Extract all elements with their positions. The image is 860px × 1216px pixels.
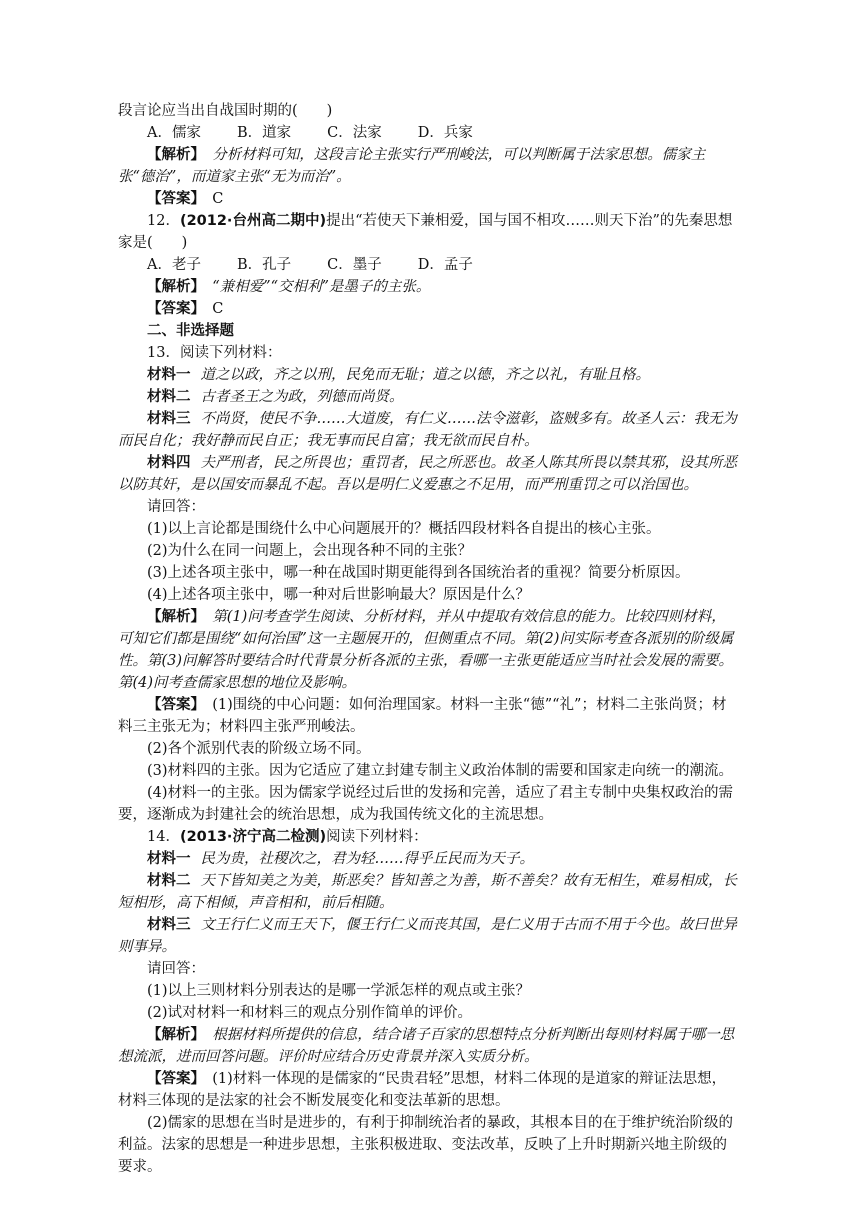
q14-question-1: (1)以上三则材料分别表达的是哪一学派怎样的观点或主张？ [147, 983, 531, 999]
q14-material-1 [118, 848, 738, 870]
q14-answer-label: 【答案】 [147, 1071, 198, 1087]
q13-material-2 [118, 386, 738, 408]
q14-stem-text: 阅读下列材料： [326, 829, 428, 845]
q13-answer-2: (2)各个派别代表的阶级立场不同。 [147, 741, 371, 757]
q11-answer-text: C [212, 191, 224, 207]
q14-analysis-label: 【解析】 [147, 1027, 198, 1043]
q14-answer-1-text: (1)材料一体现的是儒家的“民贵君轻”思想，材料二体现的是道家的辩证法思想，材料三体现的是法家的社会不断发展变化和变法革新的思想。 [118, 1071, 727, 1109]
q12-option-d: D．孟子 [417, 257, 473, 273]
q13-material-1 [118, 364, 738, 386]
q11-option-c: C．法家 [327, 125, 382, 141]
q13-material-1-label: 材料一 [147, 367, 191, 383]
q11-analysis [118, 144, 738, 188]
q13-material-4-label: 材料四 [147, 455, 191, 471]
q13-material-3 [118, 408, 738, 452]
q11-option-b: B．道家 [236, 125, 292, 141]
q13-material-3-text: 不尚贤，使民不争……大道废，有仁义……法令滋彰，盗贼多有。故圣人云：我无为而民自化；我好静而民自正；我无事而民自富；我无欲而民自朴。 [118, 411, 737, 449]
q11-answer-label: 【答案】 [147, 191, 198, 207]
q13-material-4 [118, 452, 738, 496]
q12-source: (2012·台州高二期中) [179, 213, 327, 229]
q11-analysis-label: 【解析】 [147, 147, 198, 163]
q13-answer-1-text: (1)围绕的中心问题：如何治理国家。材料一主张“德”“礼”；材料二主张尚贤；材料三主张无为；材料四主张严刑峻法。 [118, 697, 727, 735]
q14-analysis [118, 1024, 738, 1068]
q12-number: 12． [147, 213, 180, 229]
q14-material-2-label: 材料二 [147, 873, 191, 889]
q12-option-c: C．墨子 [327, 257, 382, 273]
q12-option-a: A．老子 [147, 257, 201, 273]
section-heading: 二、非选择题 [147, 323, 234, 339]
q11-analysis-text: 分析材料可知，这段言论主张实行严刑峻法，可以判断属于法家思想。儒家主张“德治”，而道家主张“无为而治”。 [118, 147, 706, 185]
q13-material-2-label: 材料二 [147, 389, 191, 405]
q14-source: (2013·济宁高二检测) [179, 829, 327, 845]
q12-options [118, 254, 738, 276]
q14-ask: 请回答： [147, 961, 205, 977]
q14-material-3-label: 材料三 [147, 917, 191, 933]
q13-question-2: (2)为什么在同一问题上，会出现各种不同的主张？ [147, 543, 473, 559]
q14-material-2-text: 天下皆知美之为美，斯恶矣？皆知善之为善，斯不善矣？故有无相生，难易相成，长短相形，高下相倾，声音相和，前后相随。 [118, 873, 737, 911]
q13-analysis-text: 第(1)问考查学生阅读、分析材料，并从中提取有效信息的能力。比较四则材料，可知它们都是围绕“如何治国”这一主题展开的，但侧重点不同。第(2)问实际考查各派别的阶级属性。第(3)问解答时要结合时代背景分析各派的主张，看哪一主张更能适应当时社会发展的需要。第(4)问考查儒家思想的地位及影响。 [118, 609, 734, 691]
q13-answer-1 [118, 694, 738, 738]
q14-answer-1 [118, 1068, 738, 1112]
q12-stem [118, 210, 738, 254]
q12-answer-label: 【答案】 [147, 301, 198, 317]
q12-answer-text: C [212, 301, 224, 317]
q13-material-4-text: 夫严刑者，民之所畏也；重罚者，民之所恶也。故圣人陈其所畏以禁其邪，设其所恶以防其奸，是以国安而暴乱不起。吾以是明仁义爱惠之不足用，而严刑重罚之可以治国也。 [118, 455, 737, 493]
document-body [118, 100, 738, 1178]
q13-answer-label: 【答案】 [147, 697, 198, 713]
q12-analysis-text: “兼相爱”“交相利”是墨子的主张。 [212, 279, 431, 295]
q11-stem: 段言论应当出自战国时期的( ) [118, 103, 333, 119]
q11-options [118, 122, 738, 144]
q14-material-1-text: 民为贵，社稷次之，君为轻……得乎丘民而为天子。 [200, 851, 534, 867]
q11-option-a: A．儒家 [147, 125, 201, 141]
q13-answer-4: (4)材料一的主张。因为儒家学说经过后世的发扬和完善，适应了君主专制中央集权政治的需要，逐渐成为封建社会的统治思想，成为我国传统文化的主流思想。 [118, 785, 734, 823]
q13-ask: 请回答： [147, 499, 205, 515]
q14-material-3 [118, 914, 738, 958]
q12-analysis [118, 276, 738, 298]
q12-option-b: B．孔子 [236, 257, 292, 273]
q14-material-2 [118, 870, 738, 914]
q11-answer [118, 188, 738, 210]
q14-answer-2: (2)儒家的思想在当时是进步的，有利于抑制统治者的暴政，其根本目的在于维护统治阶级的利益。法家的思想是一种进步思想，主张积极进取、变法改革，反映了上升时期新兴地主阶级的要求。 [118, 1115, 734, 1175]
q14-material-3-text: 文王行仁义而王天下，偃王行仁义而丧其国，是仁义用于古而不用于今也。故曰世异则事异。 [118, 917, 737, 955]
q12-answer [118, 298, 738, 320]
q13-material-1-text: 道之以政，齐之以刑，民免而无耻；道之以德，齐之以礼，有耻且格。 [200, 367, 650, 383]
q13-question-1: (1)以上言论都是围绕什么中心问题展开的？概括四段材料各自提出的核心主张。 [147, 521, 661, 537]
q13-analysis-label: 【解析】 [147, 609, 198, 625]
q13-answer-3: (3)材料四的主张。因为它适应了建立封建专制主义政治体制的需要和国家走向统一的潮流。 [147, 763, 734, 779]
q13-question-3: (3)上述各项主张中，哪一种在战国时期更能得到各国统治者的重视？简要分析原因。 [147, 565, 690, 581]
q13-material-3-label: 材料三 [147, 411, 191, 427]
q13-analysis [118, 606, 738, 694]
q13-question-4: (4)上述各项主张中，哪一种对后世影响最大？原因是什么？ [147, 587, 531, 603]
q13-material-2-text: 古者圣王之为政，列德而尚贤。 [200, 389, 404, 405]
q14-analysis-text: 根据材料所提供的信息，结合诸子百家的思想特点分析判断出每则材料属于哪一思想流派，进而回答问题。评价时应结合历史背景并深入实质分析。 [118, 1027, 735, 1065]
q13-stem: 13．阅读下列材料： [147, 345, 282, 361]
q12-stem-text: 提出“若使天下兼相爱，国与国不相攻……则天下治”的先秦思想家是( ) [118, 213, 733, 251]
q11-option-d: D．兵家 [417, 125, 473, 141]
q12-analysis-label: 【解析】 [147, 279, 198, 295]
q14-stem [118, 826, 738, 848]
q14-number: 14． [147, 829, 180, 845]
q14-question-2: (2)试对材料一和材料三的观点分别作简单的评价。 [147, 1005, 473, 1021]
q14-material-1-label: 材料一 [147, 851, 191, 867]
